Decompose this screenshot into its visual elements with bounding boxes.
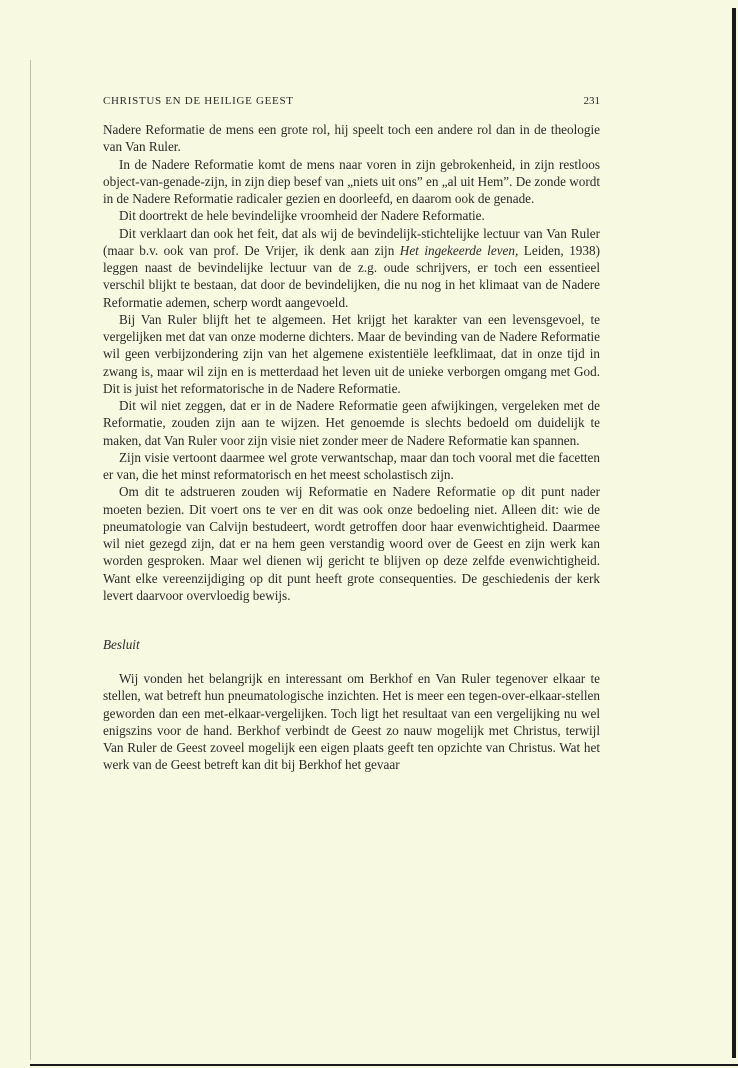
paragraph-4-text-b: Leiden, 1938) leggen naast de bevindelijke lectuur van de z.g. oude schrijvers, er toch een essentieel verschil blijkt te bestaan, dat door de bevindelijken, die nu nog in het klimaat van de Nadere Reformatie ademen, scherp wordt aangevoeld. xyxy=(103,242,600,310)
paragraph-3: Dit doortrekt de hele bevindelijke vroomheid der Nadere Reformatie. xyxy=(119,208,485,224)
paragraph-1: Nadere Reformatie de mens een grote rol, hij speelt toch een andere rol dan in de theologie van Van Ruler. xyxy=(103,122,600,155)
page-bottom-border xyxy=(30,1064,738,1066)
paragraph-4 xyxy=(103,225,600,311)
paragraph-9: Wij vonden het belangrijk en interessant om Berkhof en Van Ruler tegenover elkaar te stellen, wat betreft hun pneumatologische inzichten. Het is meer een tegen-over-elkaar-stellen geworden dan een met-elkaar-vergelijken. Toch ligt het resultaat van een vergelijking nu wel enigszins voor de hand. Berkhof verbindt de Geest zo nauw mogelijk met Christus, terwijl Van Ruler de Geest zoveel mogelijk een eigen plaats geeft ten opzichte van Christus. Wat het werk van de Geest betreft kan dit bij Berkhof het gevaar xyxy=(103,671,600,773)
running-title: CHRISTUS EN DE HEILIGE GEEST xyxy=(103,95,294,107)
paragraph-6: Dit wil niet zeggen, dat er in de Nadere Reformatie geen afwijkingen, vergeleken met de Reformatie, zouden zijn aan te wijzen. Het genoemde is slechts bedoeld om duidelijk te maken, dat Van Ruler voor zijn visie niet zonder meer de Nadere Reformatie kan spannen. xyxy=(103,398,600,448)
running-header xyxy=(103,93,600,109)
page-right-border xyxy=(732,8,736,1058)
section-heading: Besluit xyxy=(103,637,140,652)
book-page xyxy=(103,93,600,774)
book-title-italic: Het ingekeerde leven, xyxy=(399,242,519,258)
page-number: 231 xyxy=(583,95,600,107)
paragraph-4-text-a: Dit verklaart dan ook het feit, dat als wij de bevindelijk-stichtelijke lectuur van Van Ruler (maar b.v. ook van prof. De Vrijer, ik denk aan zijn xyxy=(103,225,600,258)
paragraph-2: In de Nadere Reformatie komt de mens naar voren in zijn gebrokenheid, in zijn restloos object-van-genade-zijn, in zijn diep besef van „niets uit ons” en „al uit Hem”. De zonde wordt in de Nadere Reformatie radicaler gezien en doorleefd, en daarom ook de genade. xyxy=(103,156,600,206)
paragraph-8: Om dit te adstrueren zouden wij Reformatie en Nadere Reformatie op dit punt nader moeten bezien. Dit voert ons te ver en dit was ook onze bedoeling niet. Alleen dit: wie de pneumatologie van Calvijn bestudeert, wordt getroffen door haar evenwichtigheid. Daarmee wil niet gezegd zijn, dat er na hem geen verstandig woord over de Geest en zijn werk kan worden gesproken. Maar wel dienen wij gericht te blijven op deze zelfde evenwichtigheid. Want elke vereenzijdiging op dit punt heeft grote consequenties. De geschiedenis der kerk levert daarvoor overvloedig bewijs. xyxy=(103,484,600,603)
paragraph-7: Zijn visie vertoont daarmee wel grote verwantschap, maar dan toch vooral met die facetten er van, die het minst reformatorisch en het meest scholastisch zijn. xyxy=(103,449,600,482)
paragraph-5: Bij Van Ruler blijft het te algemeen. Het krijgt het karakter van een levensgevoel, te vergelijken met dat van onze moderne dichters. Maar de bevinding van de Nadere Reformatie wil geen verbijzondering zijn van het algemene existentiële leefklimaat, dat in onze tijd in zwang is, maar wil zijn en is metterdaad het leven uit de unieke verborgen omgang met God. Dit is juist het reformatorische in de Nadere Reformatie. xyxy=(103,311,600,396)
page-left-shadow xyxy=(30,60,31,1060)
